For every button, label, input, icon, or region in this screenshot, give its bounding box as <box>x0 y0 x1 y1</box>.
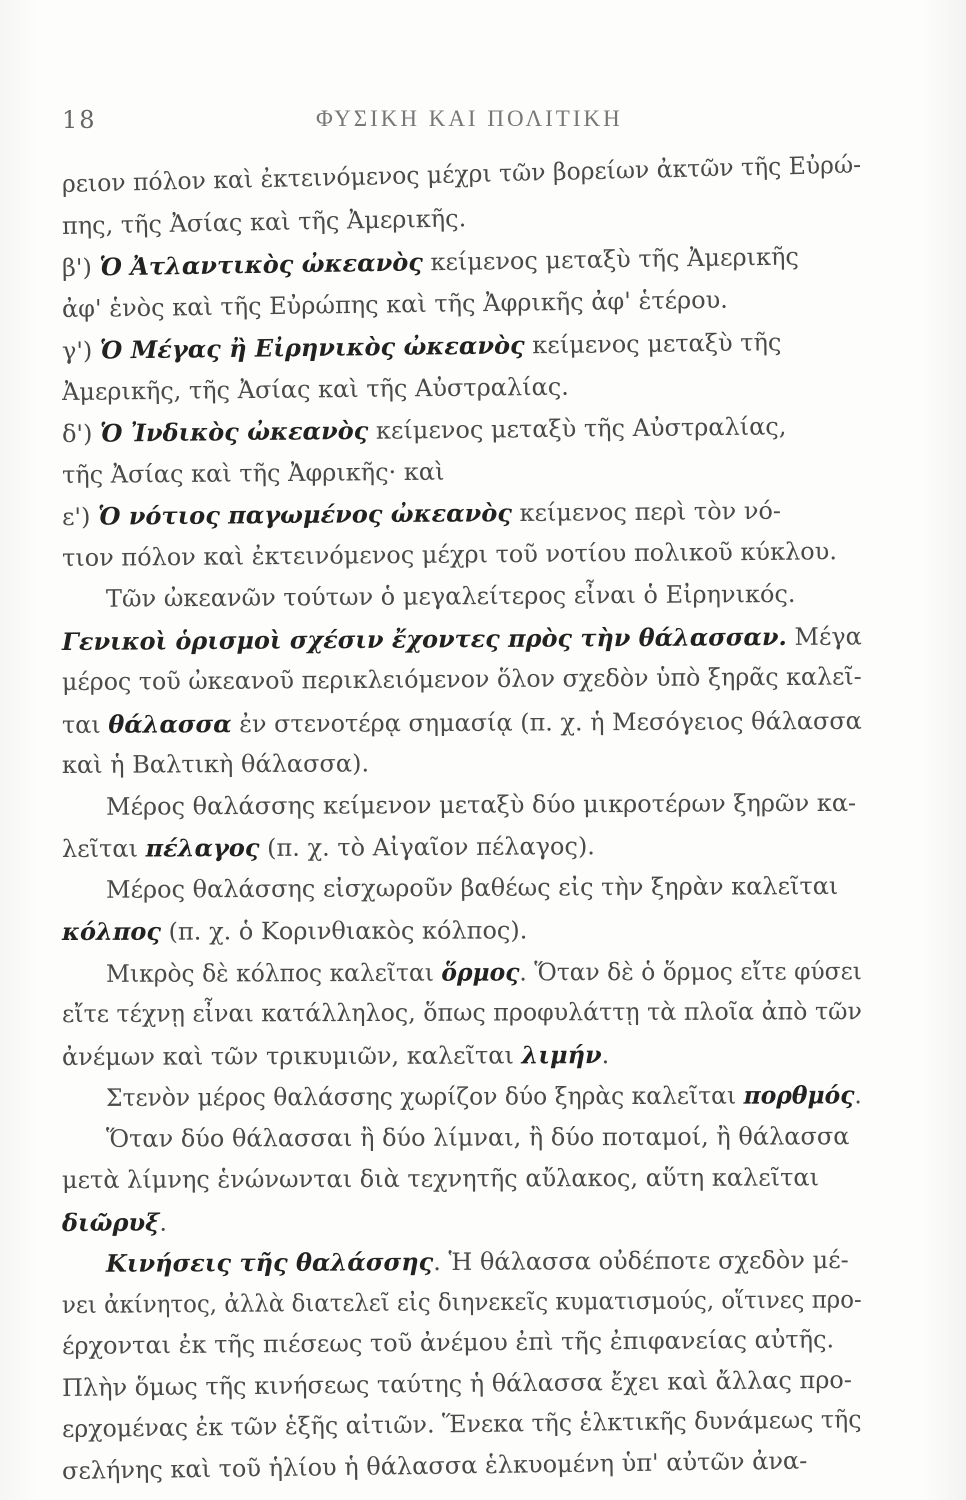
text-line <box>62 699 862 745</box>
line-prefix: β') <box>61 253 100 282</box>
text-line <box>62 1199 862 1243</box>
emphasized-term: κόλπος <box>61 916 162 946</box>
line-text: μέρος τοῦ ὠκεανοῦ περικλειόμενον ὅλον σχεδὸν ὑπὸ ξηρᾶς καλεῖ- <box>61 662 862 696</box>
line-text: Ὅταν δύο θάλασσαι ἢ δύο λίμναι, ἢ δύο ποταμοί, ἢ θάλασσα <box>105 1121 850 1153</box>
line-prefix: δ') <box>61 419 101 448</box>
line-text: Μέρος θαλάσσης κείμενον μεταξὺ δύο μικροτέρων ξηρῶν κα- <box>105 788 857 821</box>
page-header <box>62 106 882 136</box>
emphasized-term: λιμήν <box>521 1039 602 1069</box>
text-line <box>62 1157 862 1201</box>
text-line <box>62 991 862 1035</box>
text-line <box>62 573 862 620</box>
line-text: ἀφ' ἑνὸς καὶ τῆς Εὐρώπης καὶ τῆς Ἀφρικῆς ἀφ' ἑτέρου. <box>61 285 729 323</box>
emphasized-term: πέλαγος <box>145 832 260 863</box>
line-text: σελήνης καὶ τοῦ ἡλίου ἡ θάλασσα ἑλκυομένη ὑπ' αὐτῶν ἀνα- <box>61 1446 808 1485</box>
emphasized-term: Ὁ Μέγας ἢ Εἰρηνικὸς ὠκεανὸς <box>99 330 525 365</box>
line-text: ερχομένας ἐκ τῶν ἑξῆς αἰτιῶν. Ἕνεκα τῆς ἑλκτικῆς δυνάμεως τῆς <box>61 1405 862 1443</box>
emphasized-term: διῶρυξ <box>61 1207 160 1237</box>
line-text: Τῶν ὠκεανῶν τούτων ὁ μεγαλείτερος εἶναι ὁ Εἰρηνικός. <box>105 579 796 613</box>
text-line <box>62 782 862 828</box>
text-line <box>62 908 862 952</box>
line-text: Πλὴν ὅμως τῆς κινήσεως ταύτης ἡ θάλασσα ἔχει καὶ ἄλλας προ- <box>61 1365 853 1402</box>
text-line <box>62 1239 862 1285</box>
text-line <box>62 741 862 787</box>
line-text: έρχονται ἐκ τῆς πιέσεως τοῦ ἀνέμου ἐπὶ τῆς ἐπιφανείας αὐτῆς. <box>61 1325 835 1360</box>
text-line <box>62 950 862 994</box>
line-prefix: γ') <box>61 336 101 365</box>
line-text: . <box>854 1081 862 1110</box>
line-text: πης, τῆς Ἀσίας καὶ τῆς Ἀμερικῆς. <box>61 203 467 240</box>
line-prefix: ἀνέμων καὶ τῶν τρικυμιῶν, καλεῖται <box>61 1040 522 1071</box>
emphasized-term: Γενικοὶ ὁρισμοὶ σχέσιν ἔχοντες πρὸς τὴν θάλασσαν. <box>61 621 787 656</box>
line-prefix: ται <box>61 710 109 739</box>
line-text: (π. χ. ὁ Κορινθιακὸς κόλπος). <box>160 916 528 946</box>
line-prefix: Στενὸν μέρος θαλάσσης χωρίζον δύο ξηρὰς καλεῖται <box>105 1081 744 1112</box>
emphasized-term: θάλασσα <box>108 708 232 739</box>
line-text: Μέρος θαλάσσης εἰσχωροῦν βαθέως εἰς τὴν ξηρὰν καλεῖται <box>105 871 839 904</box>
line-text: . <box>159 1208 168 1237</box>
text-line <box>62 824 862 870</box>
text-line <box>62 1279 862 1326</box>
line-text: κείμενος μεταξὺ τῆς Αὐστραλίας, <box>368 412 787 445</box>
emphasized-term: ὅρμος <box>441 956 520 987</box>
text-line <box>62 1116 862 1160</box>
line-text: Μέγα <box>786 621 862 651</box>
emphasized-term: πορθμός <box>743 1080 855 1110</box>
line-text: τιον πόλον καὶ ἐκτεινόμενος μέχρι τοῦ νοτίου πολικοῦ κύκλου. <box>61 536 838 572</box>
line-text: μετὰ λίμνης ἑνώνωνται διὰ τεχνητῆς αὔλακος, αὕτη καλεῖται <box>61 1163 820 1194</box>
line-text: . Ὅταν δὲ ὁ ὅρμος εἴτε φύσει <box>519 956 862 986</box>
running-title: ΦΥΣΙΚΗ ΚΑΙ ΠΟΛΙΤΙΚΗ <box>316 106 623 131</box>
text-line <box>62 320 862 371</box>
text-line <box>62 1033 862 1077</box>
line-text: κείμενος μεταξὺ τῆς <box>524 328 782 360</box>
line-text: κείμενος μεταξὺ τῆς Ἀμερικῆς <box>422 242 800 277</box>
line-text: νει ἀκίνητος, ἀλλὰ διατελεῖ εἰς διηνεκεῖς κυματισμούς, οἵτινες προ- <box>61 1284 862 1319</box>
emphasized-term: Ὁ Ἀτλαντικὸς ὠκεανὸς <box>99 247 424 282</box>
text-line <box>62 448 862 496</box>
line-prefix: Μικρὸς δὲ κόλπος καλεῖται <box>105 958 442 988</box>
line-text: κείμενος περὶ τὸν νό- <box>511 496 782 528</box>
line-text: τῆς Ἀσίας καὶ τῆς Ἀφρικῆς· καὶ <box>61 457 445 489</box>
line-text: ἐν στενοτέρᾳ σημασίᾳ (π. χ. ἡ Μεσόγειος θάλασσα <box>231 706 862 738</box>
line-text: εἴτε τέχνῃ εἶναι κατάλληλος, ὅπως προφυλάττῃ τὰ πλοῖα ἀπὸ τῶν <box>61 997 862 1028</box>
text-line <box>62 865 862 911</box>
text-line <box>62 531 862 579</box>
text-line <box>62 656 862 703</box>
text-line <box>62 1074 862 1118</box>
line-text: (π. χ. τὸ Αἰγαῖον πέλαγος). <box>259 832 595 862</box>
line-text: Ἀμερικῆς, τῆς Ἀσίας καὶ τῆς Αὐστραλίας. <box>61 372 569 406</box>
emphasized-term: Ὁ νότιος παγωμένος ὠκεανὸς <box>97 498 513 531</box>
text-line <box>62 405 862 455</box>
page-number: 18 <box>62 106 97 134</box>
text-line <box>62 615 862 662</box>
line-text: ρειον πόλον καὶ ἐκτεινόμενος μέχρι τῶν βορείων ἀκτῶν τῆς Εὐρώ- <box>61 150 862 198</box>
text-line <box>62 489 862 537</box>
line-text: . <box>601 1040 610 1069</box>
body-text <box>61 150 862 1492</box>
emphasized-term: Ὁ Ἰνδικὸς ὠκεανὸς <box>99 415 369 448</box>
line-prefix: ε') <box>61 502 99 531</box>
line-text: . Ἡ θάλασσα οὐδέποτε σχεδὸν μέ- <box>433 1245 849 1277</box>
line-text: καὶ ἡ Βαλτικὴ θάλασσα). <box>61 749 370 779</box>
emphasized-term: Κινήσεις τῆς θαλάσσης <box>105 1247 434 1278</box>
line-prefix: λεῖται <box>61 834 146 863</box>
